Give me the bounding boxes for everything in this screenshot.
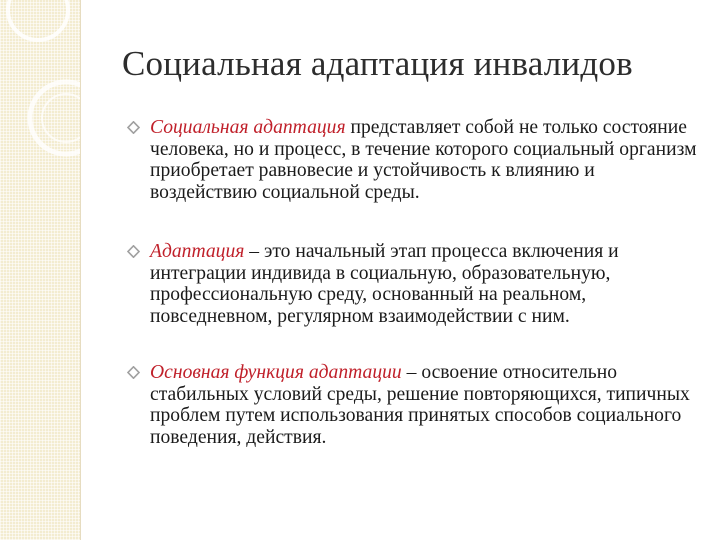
bullet-item (130, 117, 700, 203)
slide-title: Социальная адаптация инвалидов (122, 44, 633, 83)
bullet-item (130, 362, 700, 448)
bullet-term: Основная функция адаптации (150, 362, 402, 383)
bullet-text: – это начальный этап процесса включения и интеграции индивида в социальную, образовательную, профессиональную среду, основанный на реальном, повседневном, регулярном взаимодействии с ним. (150, 241, 619, 327)
diamond-outline-icon (127, 366, 140, 379)
side-decoration-strip (0, 0, 80, 540)
side-divider (80, 0, 81, 540)
bullet-text: – освоение относительно стабильных условий среды, решение повторяющихся, типичных проблем путем использования принятых способов социального поведения, действия. (150, 362, 690, 448)
bullet-term: Адаптация (150, 241, 245, 262)
diamond-outline-icon (127, 121, 140, 134)
circle-rings-decoration (0, 0, 80, 540)
bullet-text: представляет собой не только состояние человека, но и процесс, в течение которого социальный организм приобретает равновесие и устойчивость к влиянию и воздействию социальной среды. (150, 117, 697, 203)
bullet-item (130, 241, 700, 327)
bullet-term: Социальная адаптация (150, 117, 346, 138)
bullet-list (130, 117, 700, 448)
diamond-outline-icon (127, 245, 140, 258)
